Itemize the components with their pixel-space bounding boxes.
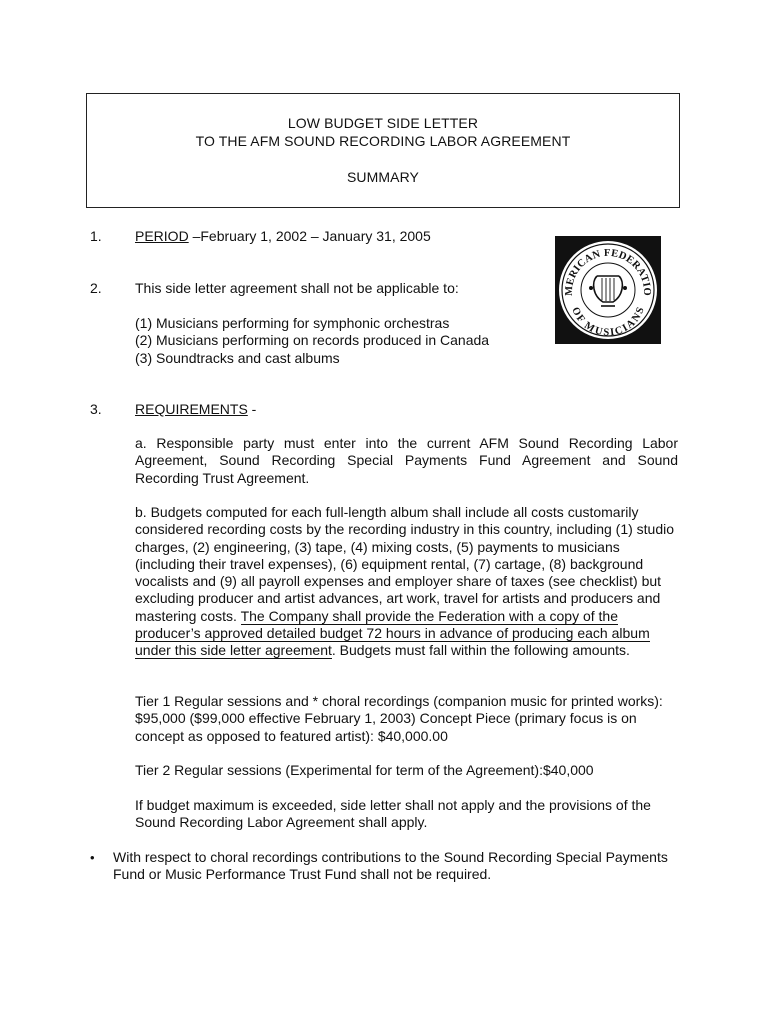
section-2-list — [135, 315, 535, 367]
bullet-symbol: • — [90, 850, 95, 865]
title-box — [86, 93, 680, 208]
seal-bottom-text: OF MUSICIANS — [569, 305, 647, 339]
section-2-number: 2. — [90, 280, 102, 296]
seal-top-text: MERICAN FEDERATIO — [563, 247, 653, 297]
requirement-b-underlined: The Company shall provide the Federation with a copy of the producer’s approved detailed budget 72 hours in advance of producing each album under this side letter agreement — [135, 607, 650, 659]
seal-icon — [555, 236, 661, 344]
tier-1: Tier 1 Regular sessions and * choral recordings (companion music for printed works): $95,000 ($99,000 effective February 1, 2003) Concept Piece (primary focus is on concept as opposed to featured artist): $40,000.00 — [135, 693, 663, 744]
budget-exceeded-note: If budget maximum is exceeded, side letter shall not apply and the provisions of the Sound Recording Labor Agreement shall apply. — [135, 797, 651, 831]
title-line-1: LOW BUDGET SIDE LETTER — [287, 115, 479, 131]
title-line-2: TO THE AFM SOUND RECORDING LABOR AGREEMENT — [195, 133, 571, 149]
title-line-3: SUMMARY — [346, 169, 419, 185]
choral-recordings-note: With respect to choral recordings contributions to the Sound Recording Special Payments Fund or Music Performance Trust Fund shall not be required. — [113, 849, 668, 883]
requirements-label: REQUIREMENTS — [135, 401, 248, 417]
section-2-intro: This side letter agreement shall not be applicable to: — [135, 280, 459, 296]
requirement-b-text: b. Budgets computed for each full-length album shall include all costs customarily considered recording costs by the recording industry in this country, including (1) studio charges, (2) engineering, (3) tape, (4) mixing costs, (5) payments to musicians (including their travel expenses), (6) equipment rental, (7) cartage, (8) background vocalists and (9) all payroll expenses and employer share of taxes (see checklist) but excluding producer and artist advances, art work, travel for artists and producers and mastering costs. — [135, 504, 675, 624]
section-1-number: 1. — [90, 228, 102, 244]
afm-seal-logo — [555, 236, 661, 344]
requirements-suffix: - — [247, 401, 257, 417]
tier-2: Tier 2 Regular sessions (Experimental for term of the Agreement):$40,000 — [135, 762, 594, 778]
requirement-a: a. Responsible party must enter into the current AFM Sound Recording Labor Agreement, Sound Recording Special Payments Fund Agreement and Sound Recording Trust Agreement. — [135, 435, 678, 486]
section-3-heading — [135, 401, 678, 418]
requirement-b — [135, 504, 678, 660]
period-label: PERIOD — [135, 228, 189, 244]
section-3-number: 3. — [90, 401, 102, 417]
list-item: (1) Musicians performing for symphonic orchestras — [135, 315, 450, 331]
requirement-b-post: . Budgets must fall within the following amounts. — [331, 642, 630, 659]
list-item: (2) Musicians performing on records produced in Canada — [135, 332, 490, 349]
list-item: (3) Soundtracks and cast albums — [135, 349, 340, 366]
period-dates: –February 1, 2002 – January 31, 2005 — [188, 228, 431, 244]
